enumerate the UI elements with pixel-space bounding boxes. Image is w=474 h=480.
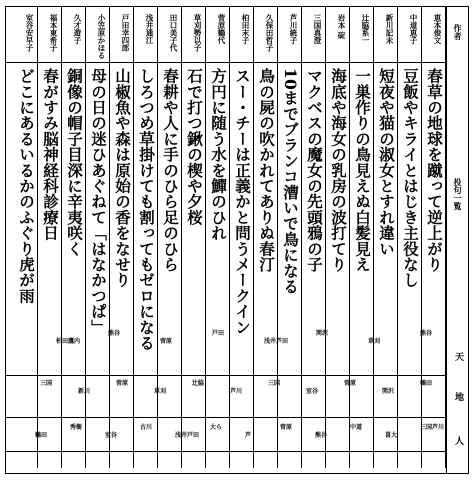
haiku-text: 銅像の帽子目深に辛夷咲く <box>65 68 84 257</box>
author-name: 草刈勢以子 <box>193 14 202 52</box>
section-chi-label: 地 <box>453 392 463 401</box>
haiku-text: 春耕や人に手のひら足のひら <box>161 68 180 273</box>
author-name: 菅原鶴代 <box>217 14 226 44</box>
vote-mark-jin: 芦 <box>245 432 252 439</box>
vote-mark-ten: 草刈 <box>368 338 381 345</box>
vote-mark-jin: 古川 <box>140 424 153 431</box>
author-name: 岩本 碇 <box>337 14 346 40</box>
vote-mark-jin: 中道 <box>350 424 363 431</box>
vote-mark-ten: 熊谷 <box>420 330 433 337</box>
vote-mark-ten: 関沢 <box>316 330 329 337</box>
vote-mark-ten: 浅井芦田 <box>264 338 289 345</box>
author-name: 浅井通江 <box>145 14 154 44</box>
verse-column <box>14 6 38 468</box>
verse-column <box>278 6 302 468</box>
vote-mark-chi: 関沢 <box>382 388 395 395</box>
haiku-text: 石で打つ鍬の楔や夕桜 <box>185 68 204 225</box>
author-name: 戸田幸四郎 <box>121 14 130 52</box>
haiku-text: 豆飯やキライとはじき主役なし <box>401 68 420 288</box>
vote-mark-ten: 柏田鷹内 <box>56 338 81 345</box>
haiku-text: マクベスの魔女の先頭鴉の子 <box>305 68 324 273</box>
verse-column <box>302 6 329 468</box>
vote-mark-jin: 秀樹 <box>70 424 83 431</box>
verse-column <box>110 6 134 468</box>
haiku-text: 海底や海女の乳房の波打てり <box>329 68 348 273</box>
vote-mark-jin: 浅井戸田 <box>175 432 200 439</box>
verse-column <box>230 6 254 468</box>
vote-mark-jin: 熊谷 <box>315 432 328 439</box>
vote-mark-jin: 鶴田 <box>35 432 48 439</box>
vote-mark-ten: 菅原 <box>160 338 173 345</box>
haiku-text: 山椒魚や森は原始の香をなせり <box>113 68 132 288</box>
vote-mark-jin: 大ら <box>210 424 223 431</box>
haiku-text: 短夜や猫の淑女とすれ違い <box>377 68 396 257</box>
haiku-text: しろつめ草掛けても割ってもゼロになる <box>137 68 156 351</box>
vote-mark-ten: 戸田 <box>212 330 225 337</box>
vote-mark-chi: 三国 <box>40 380 53 387</box>
vote-mark-jin: 三国芦川 <box>420 424 445 431</box>
haiku-text: 春がすみ脳神経科診療日 <box>41 68 60 241</box>
author-name: 久才遊子 <box>73 14 82 44</box>
vote-mark-chi: 鶴田 <box>420 380 433 387</box>
author-name: 恵本俊文 <box>433 14 442 44</box>
verse-column <box>86 6 110 468</box>
section-ten-label: 天 <box>453 352 463 361</box>
author-name: 小笠原かほる <box>97 14 106 59</box>
author-name: 芦川統子 <box>289 14 298 44</box>
vote-mark-chi: 三国 <box>268 380 281 387</box>
list-title: 投句一覧 <box>453 178 462 210</box>
vote-mark-chi: 新川 <box>78 388 91 395</box>
section-jin-label: 人 <box>453 436 463 445</box>
vote-mark-chi: 室谷 <box>306 388 319 395</box>
haiku-text: 一巣作りの鳥見えぬ白髪見え <box>353 68 372 273</box>
haiku-text: 母の日の迷ひあぐねて「はなかつぱ」 <box>89 68 108 335</box>
verse-column <box>62 6 86 468</box>
vote-mark-chi: 菅原 <box>116 380 129 387</box>
header-divider <box>446 6 447 474</box>
verse-column <box>254 6 281 468</box>
vote-mark-jin: 菅原 <box>280 424 293 431</box>
vote-mark-ten: 熊谷 <box>108 330 121 337</box>
verse-column <box>374 6 398 468</box>
author-name: 辻脇系一 <box>361 14 370 44</box>
verse-column <box>158 6 182 468</box>
author-name: 中道恵子 <box>409 14 418 44</box>
verse-column <box>398 6 422 468</box>
verse-column <box>422 6 446 468</box>
haiku-text: 鳥の屍の吹かれてありぬ春汀 <box>257 68 276 273</box>
verse-column <box>206 6 230 468</box>
haiku-text: スー・チーは正義かと問うメークイン <box>233 68 252 335</box>
haiku-text: 春草の地球を蹴って逆上がり <box>425 68 444 273</box>
author-name: 福本東希子 <box>49 14 58 52</box>
vote-mark-jin: 喜大 <box>385 432 398 439</box>
author-name: 三国真澄 <box>313 14 322 44</box>
haiku-text: 方円に随う水を鱓のひれ <box>209 68 228 241</box>
author-name: 新川記未 <box>385 14 394 44</box>
author-header: 作者 <box>453 24 462 40</box>
verse-column <box>182 6 206 468</box>
author-name: 久保田哲子 <box>265 14 274 52</box>
verse-column <box>350 6 374 468</box>
vote-mark-jin: 室谷 <box>105 432 118 439</box>
vote-mark-chi: 辻脇 <box>192 380 205 387</box>
haiku-text: 10までブランコ漕いで鳥になる <box>281 68 300 295</box>
verse-column <box>326 6 350 468</box>
verse-column <box>38 6 62 468</box>
verse-column <box>134 6 158 468</box>
haiku-text: どこにあるいるかのふぐり虎が雨 <box>17 68 36 304</box>
vote-mark-chi: 菅原 <box>344 380 357 387</box>
author-name: 室谷安早子 <box>25 14 34 52</box>
vote-mark-chi: 草刈 <box>154 388 167 395</box>
vote-mark-chi: 芦川 <box>230 388 243 395</box>
author-name: 柏田末子 <box>241 14 250 44</box>
author-name: 田口美子代 <box>169 14 178 52</box>
